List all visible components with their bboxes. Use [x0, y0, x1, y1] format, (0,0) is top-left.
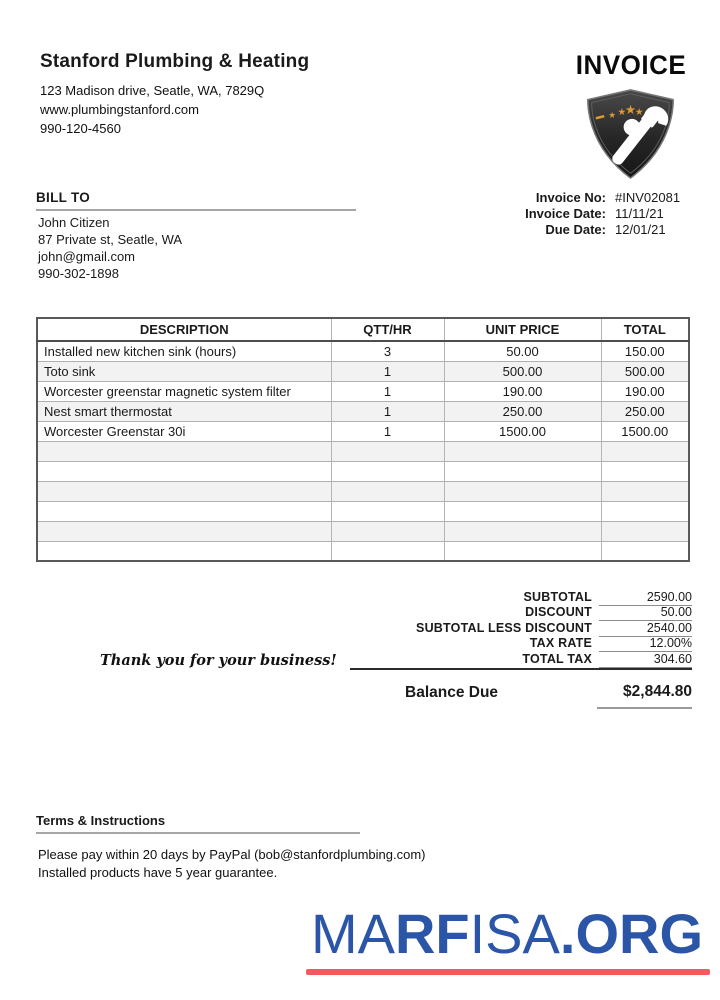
table-cell: [444, 501, 601, 521]
table-cell: 500.00: [444, 361, 601, 381]
totals-block: [350, 590, 692, 667]
meta-label: Invoice Date:: [525, 206, 606, 221]
table-cell: [37, 521, 331, 541]
totals-row: [350, 605, 692, 620]
table-cell: 1: [331, 361, 444, 381]
thank-you-note: Thank you for your business!: [100, 652, 337, 669]
table-cell: 3: [331, 341, 444, 361]
column-header: TOTAL: [601, 318, 689, 341]
meta-value: 11/11/21: [615, 206, 664, 221]
pipe-wrench-shield-icon: [582, 88, 679, 180]
table-cell: [37, 461, 331, 481]
table-cell: 50.00: [444, 341, 601, 361]
table-cell: [444, 521, 601, 541]
table-row: [37, 441, 689, 461]
company-block: [40, 51, 309, 138]
table-row: [37, 421, 689, 441]
marfisa-logo-segment: ISA: [469, 902, 560, 965]
column-header: UNIT PRICE: [444, 318, 601, 341]
table-cell: 1500.00: [601, 421, 689, 441]
company-name: Stanford Plumbing & Heating: [40, 51, 310, 72]
marfisa-logo-segment: RF: [394, 902, 470, 965]
terms-line-1: Please pay within 20 days by PayPal (bob@stanfordplumbing.com): [38, 847, 426, 862]
bill-to-heading: BILL TO: [36, 190, 356, 211]
table-row: [37, 341, 689, 361]
marfisa-logo-underline: [306, 969, 710, 975]
items-table-header-row: [37, 318, 689, 341]
table-cell: [601, 441, 689, 461]
totals-label: TOTAL TAX: [522, 651, 592, 666]
table-cell: [331, 441, 444, 461]
table-cell: Worcester Greenstar 30i: [37, 421, 331, 441]
table-cell: 500.00: [601, 361, 689, 381]
table-cell: 150.00: [601, 341, 689, 361]
table-row: [37, 361, 689, 381]
table-row: [37, 461, 689, 481]
totals-value: 50.00: [599, 605, 692, 621]
totals-label: SUBTOTAL LESS DISCOUNT: [416, 620, 592, 635]
totals-row: [350, 652, 692, 667]
table-cell: [37, 541, 331, 561]
table-row: [37, 401, 689, 421]
svg-text:★: ★: [617, 107, 627, 119]
table-cell: [444, 461, 601, 481]
invoice-meta: [470, 190, 692, 238]
meta-value: 12/01/21: [615, 222, 666, 237]
svg-text:★: ★: [624, 102, 637, 118]
items-table: [36, 317, 690, 562]
table-cell: [444, 481, 601, 501]
table-cell: [331, 521, 444, 541]
totals-label: SUBTOTAL: [523, 590, 592, 604]
invoice-title: INVOICE: [575, 49, 687, 81]
table-cell: [601, 461, 689, 481]
table-cell: 250.00: [601, 401, 689, 421]
bill-to-block: [38, 214, 182, 282]
totals-label: TAX RATE: [529, 636, 592, 651]
table-cell: [331, 481, 444, 501]
marfisa-logo: [300, 901, 714, 966]
marfisa-logo-segment: MA: [310, 902, 395, 965]
table-cell: [37, 481, 331, 501]
company-website: www.plumbingstanford.com: [40, 102, 199, 117]
table-cell: 1: [331, 381, 444, 401]
bill-to-email: john@gmail.com: [38, 249, 136, 264]
invoice-meta-row: [470, 222, 692, 238]
table-cell: Installed new kitchen sink (hours): [37, 341, 331, 361]
items-table-body: [37, 341, 689, 561]
marfisa-logo-segment: .ORG: [559, 902, 704, 965]
table-cell: 1500.00: [444, 421, 601, 441]
terms-line-2: Installed products have 5 year guarantee.: [38, 865, 278, 880]
table-cell: [331, 541, 444, 561]
table-cell: 190.00: [444, 381, 601, 401]
totals-value: 2590.00: [599, 590, 692, 606]
bill-to-address: 87 Private st, Seatle, WA: [38, 232, 183, 247]
table-cell: Toto sink: [37, 361, 331, 381]
table-cell: [37, 441, 331, 461]
totals-value: 304.60: [599, 652, 692, 668]
table-cell: Nest smart thermostat: [37, 401, 331, 421]
bill-to-name: John Citizen: [38, 215, 110, 230]
table-cell: 1: [331, 421, 444, 441]
company-address: 123 Madison drive, Seatle, WA, 7829Q: [40, 83, 265, 98]
svg-text:★: ★: [634, 107, 644, 119]
meta-label: Invoice No:: [535, 190, 606, 205]
column-header: QTT/HR: [331, 318, 444, 341]
column-header: DESCRIPTION: [37, 318, 331, 341]
table-row: [37, 381, 689, 401]
table-cell: [601, 521, 689, 541]
table-cell: 190.00: [601, 381, 689, 401]
table-cell: [601, 541, 689, 561]
meta-label: Due Date:: [545, 222, 606, 237]
table-row: [37, 521, 689, 541]
totals-label: DISCOUNT: [525, 605, 592, 620]
totals-row: [350, 590, 692, 605]
table-cell: [444, 441, 601, 461]
invoice-meta-row: [470, 206, 692, 222]
table-cell: 1: [331, 401, 444, 421]
table-row: [37, 481, 689, 501]
totals-divider: [350, 668, 692, 670]
table-cell: [444, 541, 601, 561]
terms-heading: Terms & Instructions: [36, 813, 360, 834]
table-cell: [331, 501, 444, 521]
meta-value: #INV02081: [615, 190, 681, 205]
table-cell: 250.00: [444, 401, 601, 421]
terms-body: [38, 846, 426, 882]
balance-due-label: Balance Due: [405, 684, 499, 701]
bill-to-phone: 990-302-1898: [38, 266, 119, 281]
totals-value: 2540.00: [599, 621, 692, 637]
totals-row: [350, 621, 692, 636]
invoice-meta-row: [470, 190, 692, 206]
table-row: [37, 501, 689, 521]
table-row: [37, 541, 689, 561]
table-cell: [601, 481, 689, 501]
balance-due-value: $2,844.80: [623, 683, 692, 700]
company-phone: 990-120-4560: [40, 121, 121, 136]
totals-row: [350, 636, 692, 651]
table-cell: [37, 501, 331, 521]
table-cell: [601, 501, 689, 521]
table-cell: [331, 461, 444, 481]
table-cell: Worcester greenstar magnetic system filter: [37, 381, 331, 401]
totals-value: 12.00%: [599, 636, 692, 652]
balance-due-underline: [597, 707, 692, 709]
svg-text:★: ★: [608, 111, 617, 122]
